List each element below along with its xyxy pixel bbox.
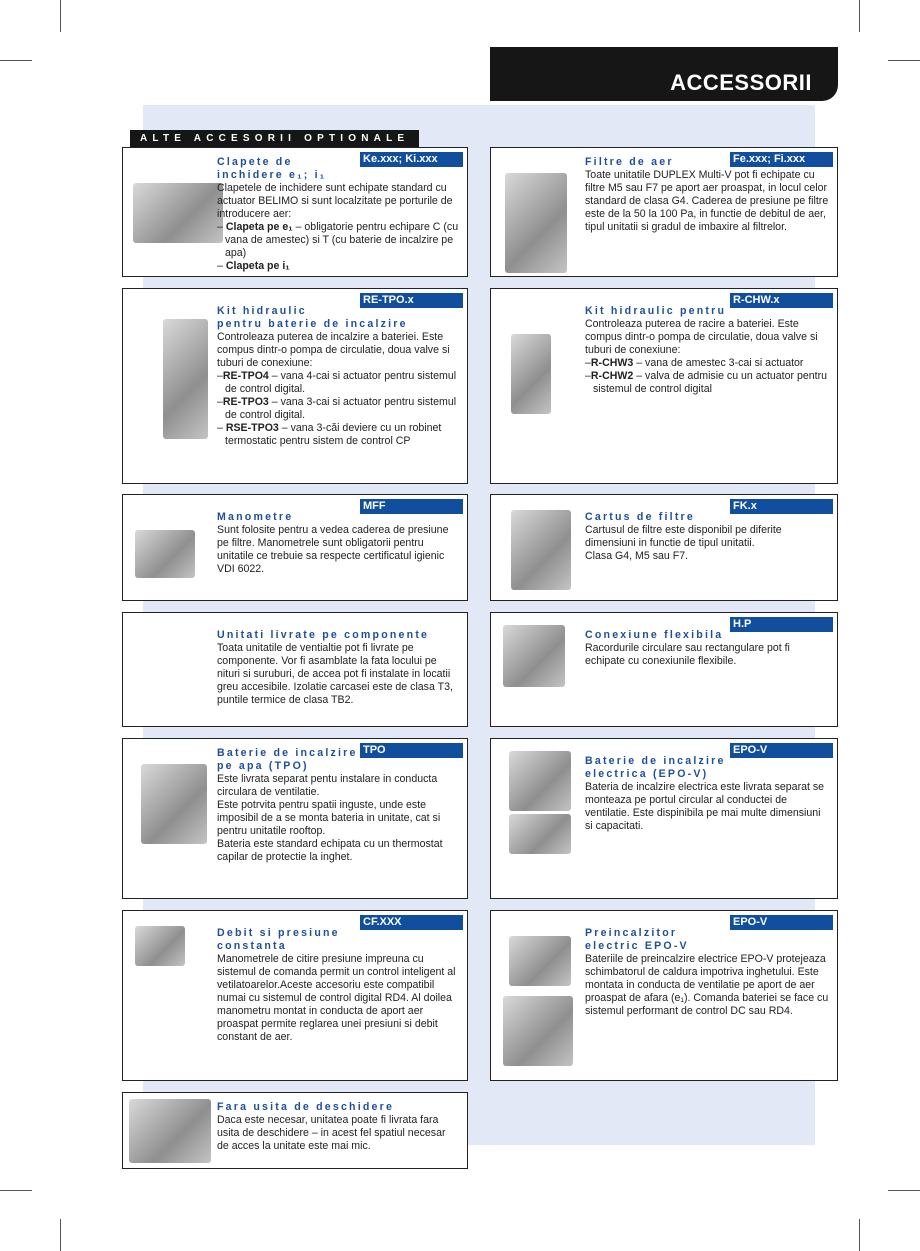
paragraph-text: Bateria este standard echipata cu un thermostat capilar de protectie la inghet. bbox=[217, 838, 443, 863]
card-title: Unitati livrate pe componente bbox=[217, 629, 430, 641]
card-text bbox=[585, 629, 829, 668]
crop-mark bbox=[60, 1219, 61, 1251]
card-paragraph bbox=[217, 1114, 459, 1153]
card-paragraph bbox=[217, 642, 459, 707]
crop-mark bbox=[888, 60, 920, 61]
card-paragraph bbox=[217, 370, 459, 396]
bullet-dash: – bbox=[217, 260, 226, 272]
accessory-card bbox=[490, 147, 838, 277]
card-paragraph bbox=[217, 524, 459, 576]
card-paragraph bbox=[217, 799, 459, 838]
paragraph-text: Clapetele de inchidere sunt echipate standard cu actuator BELIMO si sunt localzitate pe porturile de introducere aer: bbox=[217, 182, 453, 220]
page-title: ACCESSORII bbox=[670, 70, 812, 95]
product-code-tag: R-CHW.x bbox=[730, 293, 833, 308]
product-code-tag: EPO-V bbox=[730, 915, 833, 930]
accessory-card bbox=[490, 612, 838, 727]
crop-mark bbox=[859, 0, 860, 32]
card-paragraph bbox=[585, 169, 829, 234]
option-code: RSE-TPO3 bbox=[225, 422, 279, 434]
product-image bbox=[141, 764, 207, 844]
product-code-tag: MFF bbox=[360, 499, 463, 514]
product-code-tag: Ke.xxx; Ki.xxx bbox=[360, 152, 463, 167]
paragraph-text: Toate unitatile DUPLEX Multi-V pot fi echipate cu filtre M5 sau F7 pe aport aer proaspat, in locul celor standard de clasa G4. Caderea de presiune pe filtre este de la 50 la 100 Pa, in functie de debitul de aer, tipul unitatii si gradul de imbaxire al filtrelor. bbox=[585, 169, 829, 233]
product-image bbox=[503, 625, 565, 687]
card-title: electrica (EPO-V) bbox=[585, 768, 709, 780]
paragraph-text: Bateriile de preincalzire electrice EPO-V protejeaza schimbatorul de caldura impotriva inghetului. Este montata in conducta de ventilatie pe aport de aer proaspat de afara (e₁). Comanda bateriei se face cu sistemul performant de control DC sau RD4. bbox=[585, 953, 829, 1017]
paragraph-text: Clasa G4, M5 sau F7. bbox=[585, 550, 689, 562]
product-image bbox=[163, 319, 208, 439]
card-title: pentru baterie de incalzire bbox=[217, 318, 408, 330]
option-code: RE-TPO3 bbox=[222, 396, 269, 408]
card-text bbox=[217, 629, 459, 707]
paragraph-text: – vana de amestec 3-cai si actuator bbox=[633, 357, 804, 369]
card-text bbox=[217, 747, 459, 864]
paragraph-text: Sunt folosite pentru a vedea caderea de presiune pe filtre. Manometrele sunt obligatorii pentru unitatile ce trebuie sa respecte certificatul igienic VDI 6022. bbox=[217, 524, 449, 575]
product-image bbox=[503, 996, 573, 1066]
card-paragraph bbox=[585, 318, 829, 357]
paragraph-text: – vana 3-cai si actuator pentru sistemul de control digital. bbox=[225, 396, 457, 421]
card-title: Cartus de filtre bbox=[585, 511, 695, 523]
card-title: Preincalzitor bbox=[585, 927, 678, 939]
card-text bbox=[217, 156, 459, 273]
card-title: Fara usita de deschidere bbox=[217, 1101, 395, 1113]
paragraph-text: Daca este necesar, unitatea poate fi livrata fara usita de deschidere – in acest fel spatiul necesar de acces la unitate este mai mic. bbox=[217, 1114, 446, 1152]
card-paragraph bbox=[217, 838, 459, 864]
bullet-dash: – bbox=[217, 422, 226, 434]
paragraph-text: Este livrata separat pentu instalare in conducta circulara de ventilatie. bbox=[217, 773, 438, 798]
crop-mark bbox=[60, 0, 61, 32]
paragraph-text: Racordurile circulare sau rectangulare pot fi echipate cu conexiunile flexibile. bbox=[585, 642, 790, 667]
card-paragraph bbox=[217, 422, 459, 448]
product-code-tag: H.P bbox=[730, 617, 833, 632]
card-text bbox=[217, 927, 459, 1044]
product-image bbox=[509, 936, 571, 986]
card-paragraph bbox=[217, 331, 459, 370]
card-paragraph bbox=[585, 642, 829, 668]
product-image bbox=[135, 530, 195, 578]
paragraph-text: Toata unitatile de ventialtie pot fi livrate pe componente. Vor fi asamblate la fata locului pe nituri si suruburi, de accea pot fi instalate in locatii greu accesibile. Izolatie carcasei este de clasa T3, puntile termice de clasa TB2. bbox=[217, 642, 453, 706]
crop-mark bbox=[888, 1190, 920, 1191]
accessory-card bbox=[122, 494, 468, 601]
card-text bbox=[217, 511, 459, 576]
card-paragraph bbox=[585, 357, 829, 370]
accessory-card bbox=[122, 612, 468, 727]
crop-mark bbox=[859, 1219, 860, 1251]
card-paragraph bbox=[217, 773, 459, 799]
option-code: R-CHW2 bbox=[590, 370, 634, 382]
card-paragraph bbox=[585, 524, 829, 550]
card-title: Kit hidraulic pentru bbox=[585, 305, 727, 317]
paragraph-text: – obligatorie pentru echipare C (cu vana de amestec) si T (cu baterie de incalzire pe apa) bbox=[225, 221, 459, 259]
page-header bbox=[490, 47, 838, 101]
product-image bbox=[133, 183, 223, 243]
bullet-dash: – bbox=[217, 396, 223, 408]
card-paragraph bbox=[217, 182, 459, 221]
paragraph-text: Este potrvita pentru spatii inguste, unde este imposibil de a se monta bateria in unitate, cat si pentru unitatile rooftop. bbox=[217, 799, 441, 837]
accessory-card bbox=[122, 910, 468, 1081]
accessory-card bbox=[122, 288, 468, 484]
product-image bbox=[135, 926, 185, 966]
card-paragraph bbox=[217, 260, 459, 273]
product-image bbox=[509, 814, 571, 854]
bullet-dash: – bbox=[217, 221, 226, 233]
accessory-card bbox=[122, 738, 468, 899]
accessory-card bbox=[490, 288, 838, 484]
card-paragraph bbox=[585, 953, 829, 1018]
bullet-dash: – bbox=[217, 370, 223, 382]
product-image bbox=[129, 1099, 211, 1163]
card-text bbox=[217, 305, 459, 448]
product-code-tag: FK.x bbox=[730, 499, 833, 514]
product-image bbox=[511, 510, 571, 590]
section-title: ALTE ACCESORII OPTIONALE bbox=[130, 130, 419, 147]
option-code: R-CHW3 bbox=[590, 357, 634, 369]
paragraph-text: – vana 4-cai si actuator pentru sistemul de control digital. bbox=[225, 370, 457, 395]
card-paragraph bbox=[585, 550, 829, 563]
accessory-card bbox=[122, 147, 468, 277]
paragraph-text: – valva de admisie cu un actuator pentru sistemul de control digital bbox=[593, 370, 828, 395]
accessory-card bbox=[490, 738, 838, 899]
card-title: electric EPO-V bbox=[585, 940, 689, 952]
crop-mark bbox=[0, 1190, 32, 1191]
bullet-dash: – bbox=[585, 370, 591, 382]
card-title: Baterie de incalzire bbox=[585, 755, 726, 767]
card-title: Baterie de incalzire bbox=[217, 747, 358, 759]
card-paragraph bbox=[585, 370, 829, 396]
card-title: Debit si presiune bbox=[217, 927, 340, 939]
card-text bbox=[217, 1101, 459, 1153]
option-code: Clapeta pe i₁ bbox=[225, 260, 290, 272]
option-code: RE-TPO4 bbox=[222, 370, 269, 382]
card-text bbox=[585, 511, 829, 563]
card-paragraph bbox=[585, 781, 829, 833]
product-code-tag: RE-TPO.x bbox=[360, 293, 463, 308]
paragraph-text: Controleaza puterea de incalzire a bateriei. Este compus dintr-o pompa de circulatie, doua valve si tuburi de conexiune: bbox=[217, 331, 450, 369]
paragraph-text: Bateria de incalzire electrica este livrata separat se monteaza pe portul circular al conductei de ventilatie. Este dispinibila pe mai multe dimensiuni si capacitati. bbox=[585, 781, 825, 832]
card-title: inchidere e₁; i₁ bbox=[217, 169, 327, 181]
product-image bbox=[509, 751, 571, 811]
option-code: Clapeta pe e₁ bbox=[225, 221, 293, 233]
card-paragraph bbox=[217, 221, 459, 260]
paragraph-text: – vana 3-căi deviere cu un robinet termostatic pentru sistem de control CP bbox=[225, 422, 442, 447]
card-title: Conexiune flexibila bbox=[585, 629, 724, 641]
card-paragraph bbox=[217, 396, 459, 422]
card-title: Kit hidraulic bbox=[217, 305, 307, 317]
card-title: constanta bbox=[217, 940, 287, 952]
product-code-tag: EPO-V bbox=[730, 743, 833, 758]
card-paragraph bbox=[217, 953, 459, 1044]
card-text bbox=[585, 156, 829, 234]
crop-mark bbox=[0, 60, 32, 61]
bullet-dash: – bbox=[585, 357, 591, 369]
card-text bbox=[585, 305, 829, 396]
card-text bbox=[585, 755, 829, 833]
card-title: Manometre bbox=[217, 511, 294, 523]
card-title: pe apa (TPO) bbox=[217, 760, 309, 772]
card-title: Filtre de aer bbox=[585, 156, 674, 168]
product-code-tag: Fe.xxx; Fi.xxx bbox=[730, 152, 833, 167]
product-code-tag: TPO bbox=[360, 743, 463, 758]
product-image bbox=[511, 334, 551, 414]
accessory-card bbox=[490, 910, 838, 1081]
accessory-card bbox=[122, 1092, 468, 1169]
accessory-card bbox=[490, 494, 838, 601]
product-code-tag: CF.XXX bbox=[360, 915, 463, 930]
paragraph-text: Cartusul de filtre este disponibil pe diferite dimensiuni in functie de tipul unitatii. bbox=[585, 524, 782, 549]
paragraph-text: Manometrele de citire presiune impreuna cu sistemul de comanda permit un control inteligent al vetilatoarelor.Aceste accesoriu este compatibil numai cu sistemul de control digital RD4. Al doilea manometru montat in conducta de aport aer proaspat permite reglarea unei presiuni si debit constant de aer. bbox=[217, 953, 456, 1043]
card-text bbox=[585, 927, 829, 1018]
product-image bbox=[505, 173, 567, 273]
card-title: Clapete de bbox=[217, 156, 293, 168]
paragraph-text: Controleaza puterea de racire a bateriei. Este compus dintr-o pompa de circulatie, doua valve si tuburi de conexiune: bbox=[585, 318, 818, 356]
